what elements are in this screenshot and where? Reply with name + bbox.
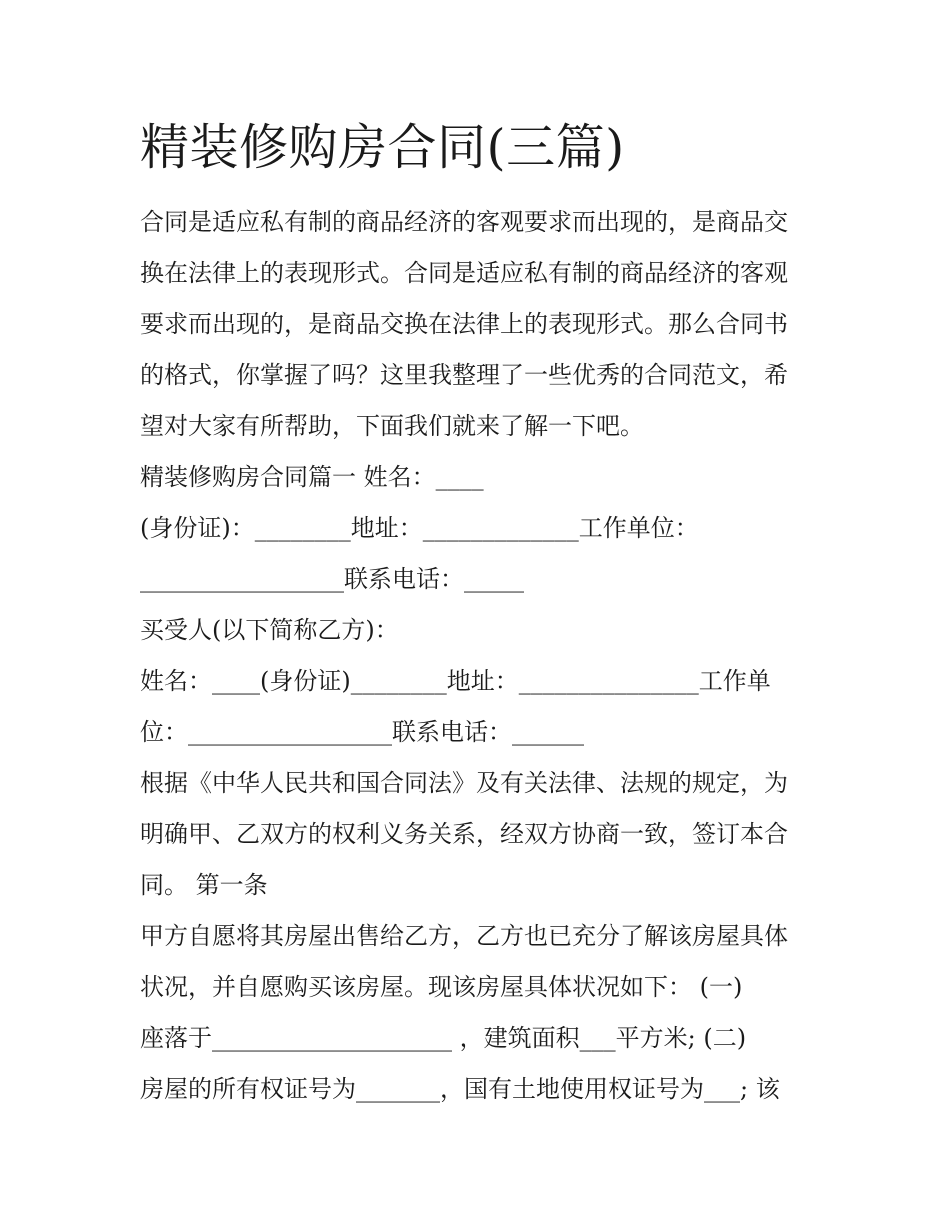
article-one-heading: 同。 第一条 — [140, 871, 268, 899]
article-one-line-1: 甲方自愿将其房屋出售给乙方，乙方也已充分了解该房屋具体 — [140, 922, 788, 950]
seller-phone-line: _________________联系电话：_____ — [140, 565, 524, 593]
document-title: 精装修购房合同(三篇) — [140, 119, 625, 176]
seller-name-line: 精装修购房合同篇一 姓名：____ — [140, 463, 484, 491]
article-one-line-2: 状况，并自愿购买该房屋。现该房屋具体状况如下： (一) — [140, 973, 743, 1001]
buyer-heading-line: 买受人(以下简称乙方)： — [140, 616, 399, 644]
legal-basis-line-2: 明确甲、乙双方的权利义务关系，经双方协商一致，签订本合 — [140, 820, 788, 848]
seller-id-address-line: (身份证)：________地址：_____________工作单位： — [140, 514, 699, 542]
buyer-name-line: 姓名：____(身份证)________地址：_______________工作单 — [140, 667, 771, 695]
intro-line-2: 换在法律上的表现形式。合同是适应私有制的商品经济的客观 — [140, 259, 788, 287]
article-one-line-3: 座落于____________________ ，建筑面积___平方米; (二) — [140, 1024, 747, 1052]
intro-line-4: 的格式，你掌握了吗？这里我整理了一些优秀的合同范文，希 — [140, 361, 788, 389]
intro-line-5: 望对大家有所帮助，下面我们就来了解一下吧。 — [140, 412, 644, 440]
buyer-phone-line: 位：_________________联系电话：______ — [140, 718, 584, 746]
legal-basis-line-1: 根据《中华人民共和国合同法》及有关法律、法规的规定，为 — [140, 769, 788, 797]
intro-line-1: 合同是适应私有制的商品经济的客观要求而出现的，是商品交 — [140, 208, 788, 236]
intro-line-3: 要求而出现的，是商品交换在法律上的表现形式。那么合同书 — [140, 310, 788, 338]
article-one-line-4: 房屋的所有权证号为_______，国有土地使用权证号为___; 该 — [140, 1075, 780, 1103]
